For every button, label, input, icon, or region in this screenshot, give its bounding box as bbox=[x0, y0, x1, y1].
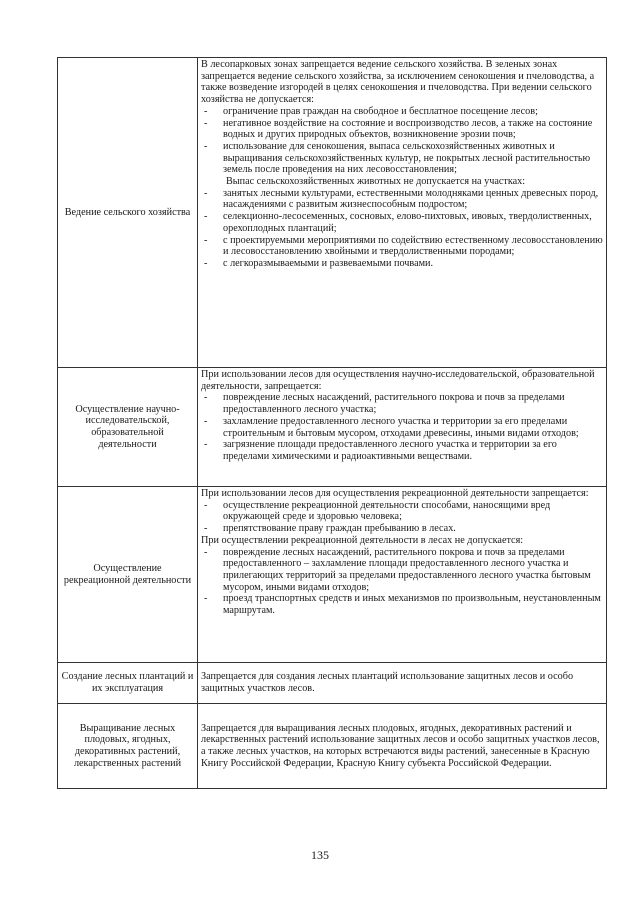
dash-list bbox=[201, 188, 603, 270]
list-item: - повреждение лесных насаждений, растительного покрова и почв за пределами предоставленного лесного участка; bbox=[201, 392, 603, 415]
dash-list bbox=[201, 106, 603, 176]
activity-cell: Осуществление рекреационной деятельности bbox=[58, 487, 198, 663]
paragraph: При использовании лесов для осуществления научно-исследовательской, образовательной деятельности, запрещается: bbox=[201, 369, 595, 392]
table-row bbox=[58, 663, 607, 704]
paragraph: Запрещается для выращивания лесных плодовых, ягодных, декоративных растений и лекарственных растений использование защитных лесов и особо защитных участков лесов, а также лесных участков, на которых встречаются виды растений, занесенные в Красную Книгу Российской Федерации, Красную Книгу субъекта Российской Федерации. bbox=[201, 722, 600, 769]
description-cell bbox=[198, 663, 607, 704]
list-item: - осуществление рекреационной деятельности способами, наносящими вред окружающей среде и здоровью человека; bbox=[201, 500, 603, 523]
paragraph: Выпас сельскохозяйственных животных не допускается на участках: bbox=[226, 176, 526, 188]
description-cell bbox=[198, 704, 607, 789]
list-item: - захламление предоставленного лесного участка и территории за его пределами строительным и бытовым мусором, отходами древесины, иными видами отходов; bbox=[201, 416, 603, 439]
restrictions-table bbox=[57, 57, 607, 789]
table-row bbox=[58, 368, 607, 487]
list-item: - препятствование праву граждан пребыванию в лесах. bbox=[201, 523, 603, 535]
table-row bbox=[58, 58, 607, 368]
paragraph: В лесопарковых зонах запрещается ведение сельского хозяйства. В зеленых зонах запрещается ведение сельского хозяйства, за исключением сенокошения и пчеловодства, а также возведение изгородей в целях сенокошения и пчеловодства. При ведении сельского хозяйства не допускается: bbox=[201, 59, 595, 106]
list-item: - загрязнение площади предоставленного лесного участка и территории за его пределами химическими и радиоактивными веществами. bbox=[201, 439, 603, 462]
table-row bbox=[58, 487, 607, 663]
activity-cell: Осуществление научно-исследовательской, образовательной деятельности bbox=[58, 368, 198, 487]
paragraph: При осуществлении рекреационной деятельности в лесах не допускается: bbox=[201, 534, 524, 546]
list-item: - использование для сенокошения, выпаса сельскохозяйственных животных и выращивания сельскохозяйственных культур, не покрытых лесной растительностью земель после проведения на них лесовосстановления; bbox=[201, 141, 603, 176]
activity-cell: Ведение сельского хозяйства bbox=[58, 58, 198, 368]
list-item: - ограничение прав граждан на свободное и бесплатное посещение лесов; bbox=[201, 106, 603, 118]
dash-list bbox=[201, 500, 603, 535]
page-number: 135 bbox=[311, 848, 329, 862]
list-item: - с проектируемыми мероприятиями по содействию естественному лесовосстановлению и лесовосстановлению хвойными и твердолиственными породами; bbox=[201, 235, 603, 258]
description-cell bbox=[198, 58, 607, 368]
list-item: - с легкоразмываемыми и развеваемыми почвами. bbox=[201, 258, 603, 270]
paragraph: При использовании лесов для осуществления рекреационной деятельности запрещается: bbox=[201, 488, 589, 499]
list-item: - негативное воздействие на состояние и воспроизводство лесов, а также на состояние водных и других природных объектов, возникновение эрозии почв; bbox=[201, 118, 603, 141]
table-row bbox=[58, 704, 607, 789]
list-item: - занятых лесными культурами, естественными молодняками ценных древесных пород, насаждениями с развитым жизнеспособным подростом; bbox=[201, 188, 603, 211]
list-item: - повреждение лесных насаждений, растительного покрова и почв за пределами предоставленного – захламление площади предоставленного лесного участка и прилегающих территорий за пределами предоставленного лесного участка бытовым мусором, иными видами отходов; bbox=[201, 547, 603, 594]
description-cell bbox=[198, 487, 607, 663]
dash-list bbox=[201, 547, 603, 617]
activity-cell: Создание лесных плантаций и их эксплуатация bbox=[58, 663, 198, 704]
description-cell bbox=[198, 368, 607, 487]
dash-list bbox=[201, 392, 603, 462]
activity-cell: Выращивание лесных плодовых, ягодных, декоративных растений, лекарственных растений bbox=[58, 704, 198, 789]
list-item: - проезд транспортных средств и иных механизмов по произвольным, неустановленным маршрутам. bbox=[201, 593, 603, 616]
paragraph: Запрещается для создания лесных плантаций использование защитных лесов и особо защитных участков лесов. bbox=[201, 671, 574, 694]
list-item: - селекционно-лесосеменных, сосновых, елово-пихтовых, ивовых, твердолиственных, орехоплодных плантаций; bbox=[201, 211, 603, 234]
